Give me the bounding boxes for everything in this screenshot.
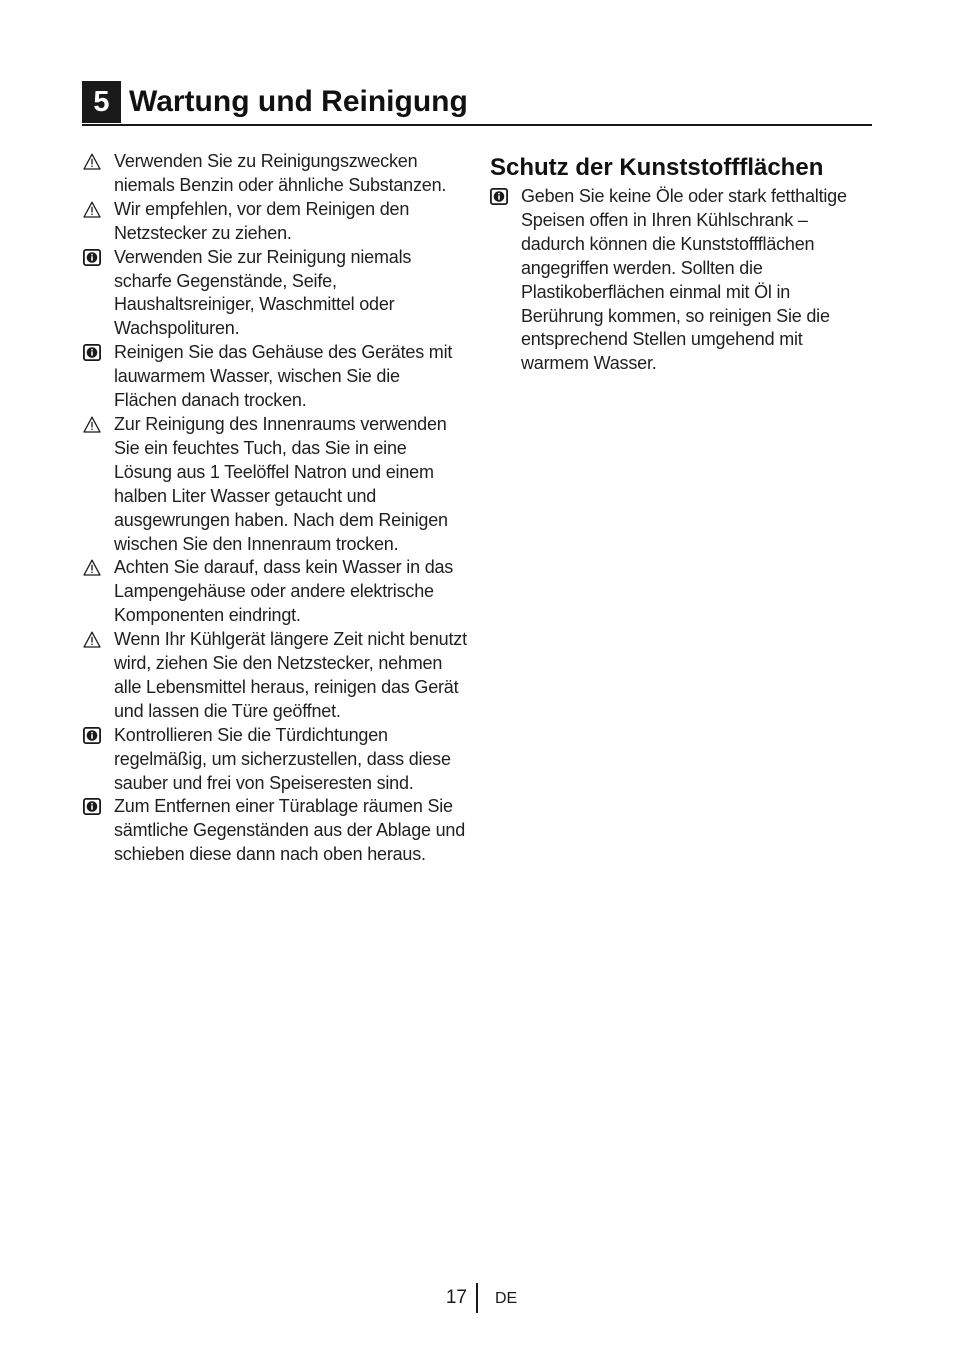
- note-text: Reinigen Sie das Gehäuse des Gerätes mit lauwarmem Wasser, wischen Sie die Flächen danach trocken.: [114, 342, 453, 411]
- note-item: [83, 246, 467, 342]
- left-column: [83, 150, 467, 867]
- chapter-title: Wartung und Reinigung: [129, 85, 468, 118]
- warning-icon: [83, 153, 101, 170]
- note-text: Geben Sie keine Öle oder stark fetthaltige Speisen offen in Ihren Kühlschrank – dadurch können die Kunststoffflächen angegriffen werden. Sollten die Plastikoberflächen einmal mit Öl in Berührung kommen, so reinigen Sie die entsprechend Stellen umgehend mit warmem Wasser.: [521, 186, 847, 374]
- warning-icon: [83, 631, 101, 648]
- warning-icon: [83, 201, 101, 218]
- page-number: 17: [445, 1287, 467, 1308]
- note-item: [83, 150, 467, 198]
- chapter-header: [82, 81, 872, 126]
- note-text: Wenn Ihr Kühlgerät längere Zeit nicht benutzt wird, ziehen Sie den Netzstecker, nehmen alle Lebensmittel heraus, reinigen das Gerät und lassen die Türe geöffnet.: [114, 629, 467, 721]
- note-item: [83, 198, 467, 246]
- section-heading: Schutz der Kunststoffflächen: [490, 154, 824, 181]
- note-text: Verwenden Sie zur Reinigung niemals scharfe Gegenstände, Seife, Haushaltsreiniger, Waschmittel oder Wachspolituren.: [114, 246, 412, 339]
- info-icon: [83, 727, 101, 744]
- info-icon: [83, 344, 101, 361]
- note-item: [490, 185, 874, 376]
- note-text: Achten Sie darauf, dass kein Wasser in das Lampengehäuse oder andere elektrische Komponenten eindringt.: [114, 557, 454, 626]
- note-text: Kontrollieren Sie die Türdichtungen regelmäßig, um sicherzustellen, dass diese sauber und frei von Speiseresten sind.: [114, 724, 451, 793]
- note-item: [83, 724, 467, 796]
- info-icon: [83, 798, 101, 815]
- language-code: DE: [495, 1290, 518, 1307]
- info-icon: [490, 188, 508, 205]
- note-text: Wir empfehlen, vor dem Reinigen den Netzstecker zu ziehen.: [114, 198, 410, 243]
- note-item: [83, 341, 467, 413]
- chapter-number: 5: [82, 81, 121, 123]
- info-icon: [83, 249, 101, 266]
- right-column: [490, 151, 874, 376]
- note-item: [83, 795, 467, 867]
- footer-divider: [476, 1283, 478, 1313]
- warning-icon: [83, 559, 101, 576]
- note-text: Zum Entfernen einer Türablage räumen Sie sämtliche Gegenständen aus der Ablage und schieben diese dann nach oben heraus.: [114, 796, 466, 865]
- note-item: [83, 628, 467, 724]
- warning-icon: [83, 416, 101, 433]
- note-item: [83, 413, 467, 556]
- note-text: Zur Reinigung des Innenraums verwenden Sie ein feuchtes Tuch, das Sie in eine Lösung aus 1 Teelöffel Natron und einem halben Liter Wasser getaucht und ausgewrungen haben. Nach dem Reinigen wischen Sie den Innenraum trocken.: [114, 413, 448, 554]
- note-item: [83, 556, 467, 628]
- note-text: Verwenden Sie zu Reinigungszwecken niemals Benzin oder ähnliche Substanzen.: [114, 151, 447, 195]
